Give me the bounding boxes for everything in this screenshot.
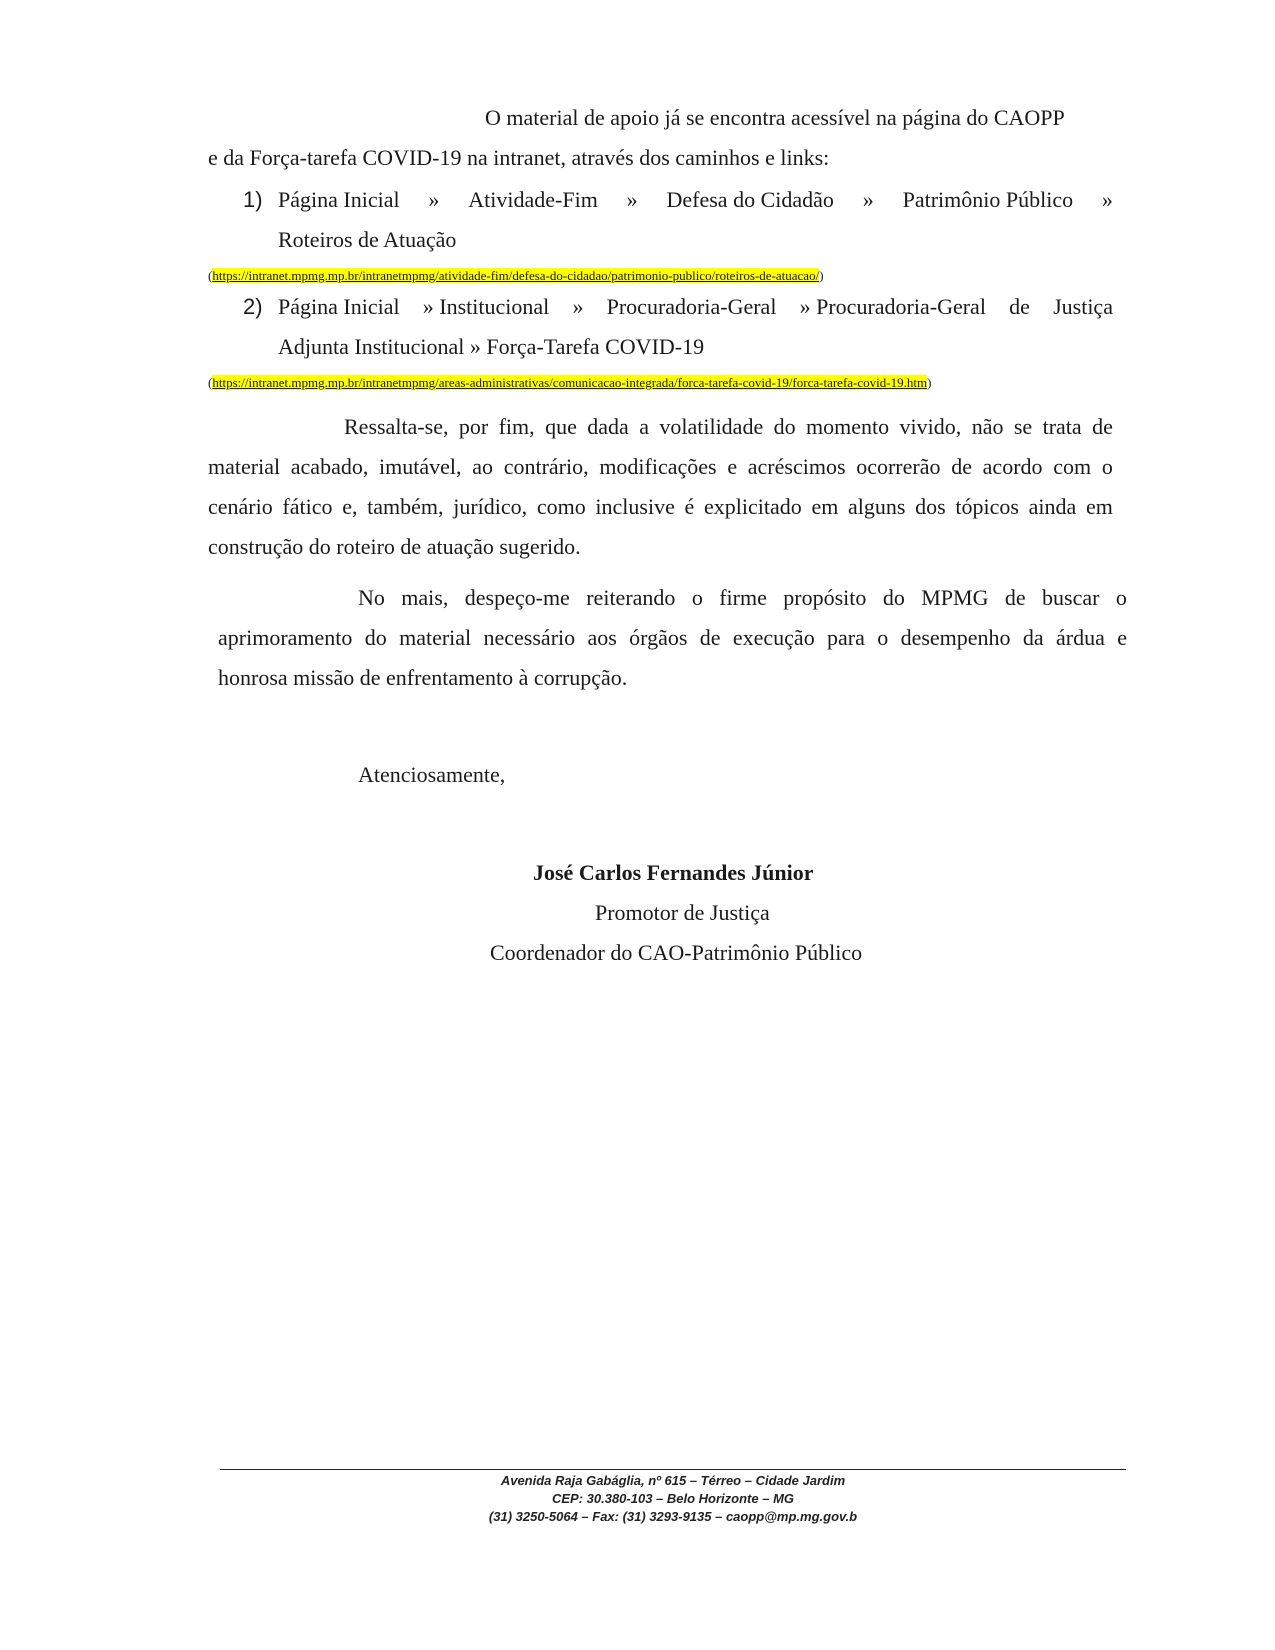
nomais-line-2: aprimoramento do material necessário aos órgãos de execução para o desempenho da árdua e (218, 625, 1127, 650)
item-2-url-line: (https://intranet.mpmg.mp.br/intranetmpmg/areas-administrativas/comunicacao-integrada/forca-tarefa-covid-19/forca-tarefa-covid-19.htm) (208, 375, 932, 390)
ressalta-line-1: Ressalta-se, por fim, que dada a volatilidade do momento vivido, não se trata de (344, 414, 1113, 439)
item-1-url-link[interactable]: https://intranet.mpmg.mp.br/intranetmpmg/atividade-fim/defesa-do-cidadao/patrimonio-publico/roteiros-de-atuacao/ (212, 268, 820, 283)
footer-divider (220, 1469, 1126, 1470)
closing-text: Atenciosamente, (358, 762, 506, 787)
item-2-path-line-2: Adjunta Institucional » Força-Tarefa COVID-19 (278, 334, 705, 359)
item-1-path-line-2: Roteiros de Atuação (278, 227, 457, 252)
ressalta-line-3: cenário fático e, também, jurídico, como inclusive é explicitado em alguns dos tópicos ainda em (208, 494, 1113, 519)
item-2-path-line-1: Página Inicial » Institucional » Procuradoria-Geral » Procuradoria-Geral de Justiça (278, 294, 1113, 319)
nomais-line-3: honrosa missão de enfrentamento à corrupção. (218, 665, 628, 690)
intro-line-2: e da Força-tarefa COVID-19 na intranet, através dos caminhos e links: (208, 145, 830, 170)
item-1-path-line-1: Página Inicial » Atividade-Fim » Defesa do Cidadão » Patrimônio Público » (278, 187, 1113, 212)
signature-title: Promotor de Justiça (595, 900, 770, 925)
nomais-line-1: No mais, despeço-me reiterando o firme propósito do MPMG de buscar o (358, 585, 1127, 610)
list-number-1: 1) (243, 187, 263, 212)
signature-name: José Carlos Fernandes Júnior (533, 860, 814, 885)
footer-cep: CEP: 30.380-103 – Belo Horizonte – MG (551, 1491, 795, 1506)
footer-contact: (31) 3250-5064 – Fax: (31) 3293-9135 – caopp@mp.mg.gov.b (488, 1509, 858, 1524)
ressalta-line-2: material acabado, imutável, ao contrário, modificações e acréscimos ocorrerão de acordo com o (208, 454, 1113, 479)
intro-line-1: O material de apoio já se encontra acessível na página do CAOPP (485, 105, 1065, 130)
item-1-url-line: (https://intranet.mpmg.mp.br/intranetmpmg/atividade-fim/defesa-do-cidadao/patrimonio-publico/roteiros-de-atuacao/) (208, 268, 824, 283)
item-2-url-link[interactable]: https://intranet.mpmg.mp.br/intranetmpmg/areas-administrativas/comunicacao-integrada/forca-tarefa-covid-19/forca-tarefa-covid-19.htm (212, 375, 928, 390)
signature-role: Coordenador do CAO-Patrimônio Público (490, 940, 863, 965)
footer-address: Avenida Raja Gabáglia, nº 615 – Térreo – Cidade Jardim (500, 1473, 846, 1488)
list-number-2: 2) (243, 294, 263, 319)
ressalta-line-4: construção do roteiro de atuação sugerido. (208, 534, 581, 559)
